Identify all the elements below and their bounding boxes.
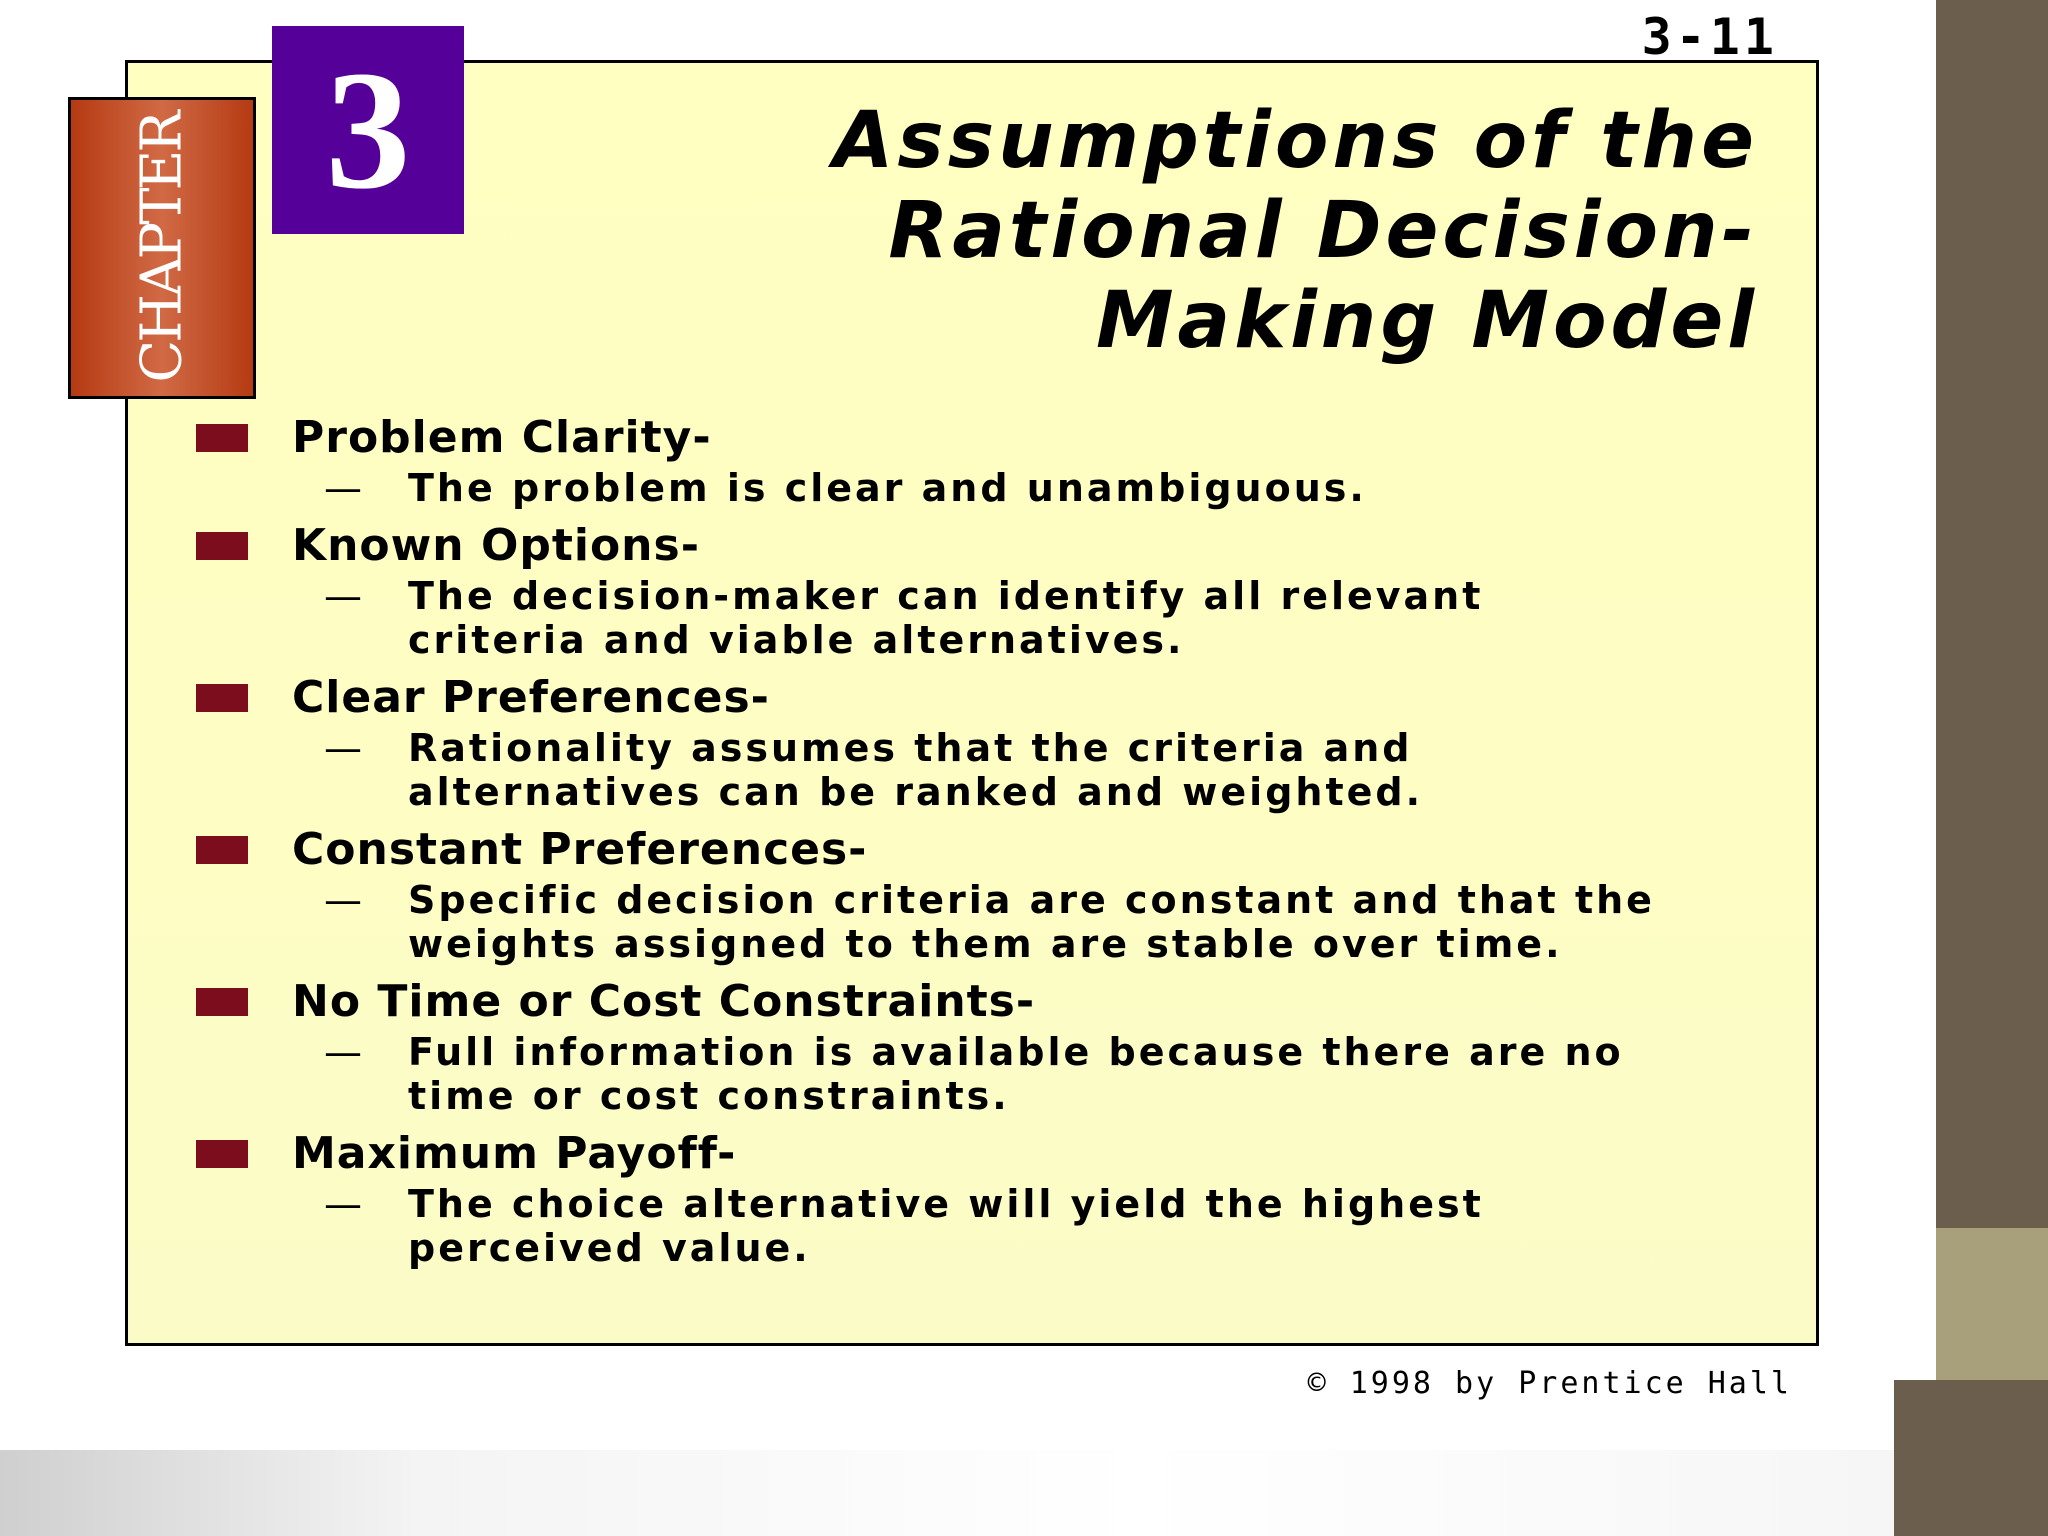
slide-title	[458, 96, 1758, 366]
list-item	[196, 410, 1756, 510]
chapter-number: 3	[325, 36, 411, 224]
item-heading: No Time or Cost Constraints-	[292, 976, 1036, 1027]
list-item	[196, 974, 1756, 1118]
chapter-number-box	[272, 26, 464, 234]
dash-bullet-icon: —	[324, 574, 362, 618]
list-item	[196, 670, 1756, 814]
title-line: Rational Decision-	[888, 186, 1758, 276]
item-heading: Constant Preferences-	[292, 824, 868, 875]
item-heading: Known Options-	[292, 520, 700, 571]
list-item	[196, 822, 1756, 966]
bottom-decor-band	[0, 1450, 1894, 1536]
item-heading: Maximum Payoff-	[292, 1128, 737, 1179]
item-detail: The choice alternative will yield the highest perceived value.	[408, 1182, 1484, 1270]
square-bullet-icon	[196, 1140, 248, 1168]
square-bullet-icon	[196, 684, 248, 712]
chapter-tab	[68, 97, 256, 399]
item-heading: Problem Clarity-	[292, 412, 712, 463]
square-bullet-icon	[196, 424, 248, 452]
item-detail: Specific decision criteria are constant and that the weights assigned to them are stable over time.	[408, 878, 1655, 966]
item-detail: The decision-maker can identify all relevant criteria and viable alternatives.	[408, 574, 1484, 662]
title-line: Making Model	[1095, 276, 1758, 366]
list-item	[196, 518, 1756, 662]
dash-bullet-icon: —	[324, 726, 362, 770]
square-bullet-icon	[196, 836, 248, 864]
title-line: Assumptions of the	[833, 96, 1758, 186]
dash-bullet-icon: —	[324, 878, 362, 922]
item-heading: Clear Preferences-	[292, 672, 770, 723]
slide-number: 3-11	[1641, 8, 1778, 66]
chapter-label: CHAPTER	[129, 113, 195, 383]
assumptions-list	[196, 410, 1756, 1270]
dash-bullet-icon: —	[324, 1030, 362, 1074]
list-item	[196, 1126, 1756, 1270]
item-detail: The problem is clear and unambiguous.	[408, 466, 1367, 510]
copyright-notice: © 1998 by Prentice Hall	[1307, 1366, 1792, 1401]
dash-bullet-icon: —	[324, 1182, 362, 1226]
square-bullet-icon	[196, 532, 248, 560]
dash-bullet-icon: —	[324, 466, 362, 510]
right-decor-bar	[1936, 0, 2048, 1228]
right-decor-accent	[1936, 1228, 2048, 1380]
square-bullet-icon	[196, 988, 248, 1016]
item-detail: Full information is available because there are no time or cost constraints.	[408, 1030, 1624, 1118]
right-decor-bar-bottom	[1894, 1380, 2048, 1536]
item-detail: Rationality assumes that the criteria and alternatives can be ranked and weighted.	[408, 726, 1424, 814]
